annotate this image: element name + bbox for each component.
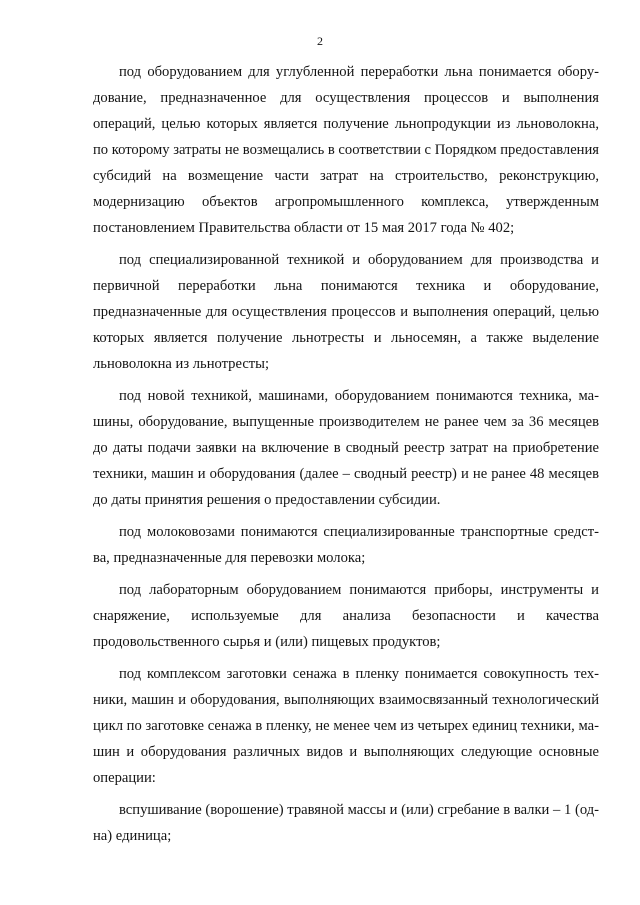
paragraph-laboratory-equipment: под лабораторным оборудованием понимаются приборы, инструменты и снаряжение, используемые для анализа безопасности и качества продовольственного сырья и (или) пищевых продуктов; [93, 582, 599, 650]
paragraph-specialized-equipment: под специализированной техникой и оборудованием для производства и первичной переработки льна понимаются техника и оборудование, предназначенные для осуществления процессов и выполнения операций, целью которых является получение льнотресты и льносемян, а также выделение льноволокна из льнотресты; [93, 252, 599, 372]
paragraph-fluffing-operation: вспушивание (ворошение) травяной массы и (или) сгребание в валки – 1 (одна) единица; [93, 802, 599, 844]
paragraph-deep-processing-equipment: под оборудованием для углубленной переработки льна понимается оборудование, предназначенное для осуществления процессов и выполнения операций, целью которых является получение льнопродукции из льноволокна, по которому затраты не возмещались в соответствии с Порядком предоставления субсидий на возмещение части затрат на строительство, реконструкцию, модернизацию объектов агропромышленного комплекса, утвержденным постановлением Правительства области от 15 мая 2017 года № 402; [93, 64, 599, 236]
paragraph-milk-trucks: под молоковозами понимаются специализированные транспортные средства, предназначенные для перевозки молока; [93, 524, 599, 566]
page-number: 2 [317, 34, 323, 48]
document-body [93, 59, 599, 855]
paragraph-haylage-complex: под комплексом заготовки сенажа в пленку понимается совокупность техники, машин и оборудования, выполняющих взаимосвязанный технологический цикл по заготовке сенажа в пленку, не менее чем из четырех единиц техники, машин и оборудования различных видов и выполняющих следующие основные операции: [93, 666, 599, 786]
paragraph-new-machinery: под новой техникой, машинами, оборудованием понимаются техника, машины, оборудование, выпущенные производителем не ранее чем за 36 месяцев до даты подачи заявки на включение в сводный реестр затрат на приобретение техники, машин и оборудования (далее – сводный реестр) и не ранее 48 месяцев до даты принятия решения о предоставлении субсидии. [93, 388, 599, 508]
